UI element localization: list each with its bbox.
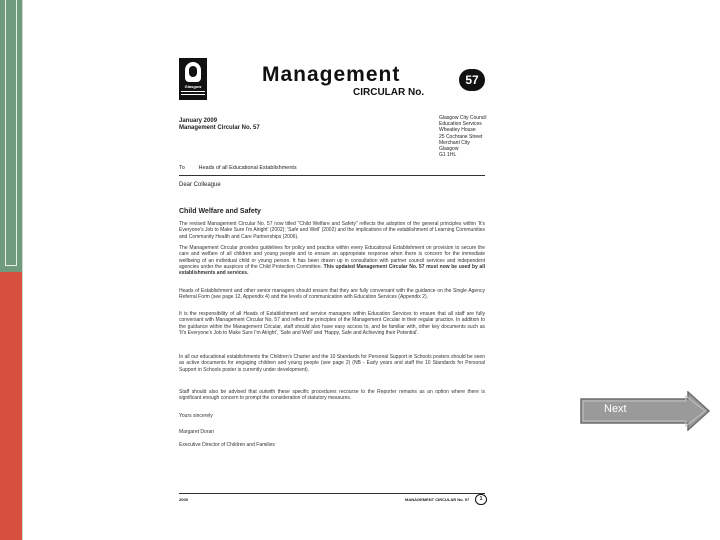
- left-red-bar: [0, 272, 22, 540]
- logo-name: Glasgow: [184, 84, 202, 89]
- header-rule: [179, 175, 485, 176]
- closing: Yours sincerely: [179, 413, 213, 419]
- footer-year: 2009: [179, 497, 188, 502]
- page-number-badge: 1: [475, 494, 487, 505]
- left-divider: [22, 0, 23, 540]
- paragraph-3: Heads of Establishment and other senior managers should ensure that they are fully conversant with the guidance on the Single Agency Referral Form (see page 12, Appendix 4) and the levels of communication with Education Services (Appendix 2).: [179, 288, 485, 301]
- circular-document: [165, 45, 500, 515]
- address-line: Wheatley House: [439, 127, 476, 134]
- to-label: To: [179, 165, 185, 171]
- date-block: [179, 118, 260, 132]
- masthead-subtitle: CIRCULAR No.: [353, 87, 425, 98]
- glasgow-logo: [179, 58, 207, 100]
- ref-line: Management Circular No. 57: [179, 125, 260, 131]
- address-line: Glasgow: [439, 146, 459, 153]
- paragraph-6: Staff should also be advised that outwith these specific procedures recourse to the Reporter remains as an option where there is significant enough concern to prompt the consideration of statutory measures.: [179, 389, 485, 402]
- next-arrow-icon: [580, 391, 710, 431]
- address-line: G1 1HL: [439, 152, 457, 159]
- signatory-name: Margaret Doran: [179, 429, 215, 435]
- address-block: [439, 115, 487, 158]
- address-line: Merchant City: [439, 139, 470, 146]
- paragraph-4: It is the responsibility of all Heads of Establishment and service managers within Education Services to ensure that all staff are fully conversant with Management Circular No. 57 and reflect the principles of the Management Circular in their regular practice. In addition to the guidance within the Management Circular, staff should also have easy access to, and be familiar with, other key documents such as 'It's Everyone's Job to Make Sure I'm Alright', 'Safe and Well' and 'Happy, Safe and Achieving their Potential'.: [179, 311, 485, 336]
- paragraph-1: The revised Management Circular No. 57 now titled "Child Welfare and Safety" reflects the adoption of the general principles within 'It's Everyone's Job to Make Sure I'm Alright' (2002); 'Safe and Well' (2002) and the implications of the establishment of Learning Communities and Community Health and Care Partnerships (2006).: [179, 221, 485, 240]
- next-button[interactable]: [580, 391, 710, 431]
- masthead-title: Management: [262, 63, 401, 86]
- circular-number-badge: 57: [459, 69, 485, 91]
- footer-rule: [179, 493, 485, 494]
- logo-underline: [181, 91, 205, 95]
- paragraph-2-bold: This updated Management Circular No. 57 must now be used by all establishments and services.: [179, 263, 485, 277]
- crest-icon: [185, 62, 201, 82]
- address-line: 25 Cochrane Street: [439, 133, 483, 140]
- next-label: Next: [604, 403, 627, 415]
- recipient-line: [179, 165, 297, 171]
- paragraph-5: In all our educational establishments the Children's Charter and the 10 Standards for Personal Support in Schools posters should be seen as active documents for engaging children and young people (see page 2) (NB - Early years and staff the 10 Standards for Personal Support in Schools poster is currently under development).: [179, 354, 485, 373]
- date-line: January 2009: [179, 118, 218, 124]
- paragraph-2-text: The Management Circular provides guidelines for policy and practice within every Educational Establishment on provision to secure the care and welfare of all children and young people and to ensure an appropriate response when there is concern for the immediate wellbeing of an individual child or young person. It has been drawn up in consultation with partner council services and independent agencies under the auspices of the Child Protection Committee.: [179, 245, 485, 270]
- to-value: Heads of all Educational Establishments: [198, 165, 297, 171]
- paragraph-2: [179, 245, 485, 276]
- footer-title: MANAGEMENT CIRCULAR No. 57: [405, 497, 470, 502]
- left-green-bar-inset: [5, 0, 17, 266]
- signatory-title: Executive Director of Children and Families: [179, 442, 275, 448]
- address-line: Education Services: [439, 121, 482, 128]
- address-line: Glasgow City Council: [439, 115, 487, 121]
- salutation: Dear Colleague: [179, 182, 221, 188]
- letter-heading: Child Welfare and Safety: [179, 208, 261, 215]
